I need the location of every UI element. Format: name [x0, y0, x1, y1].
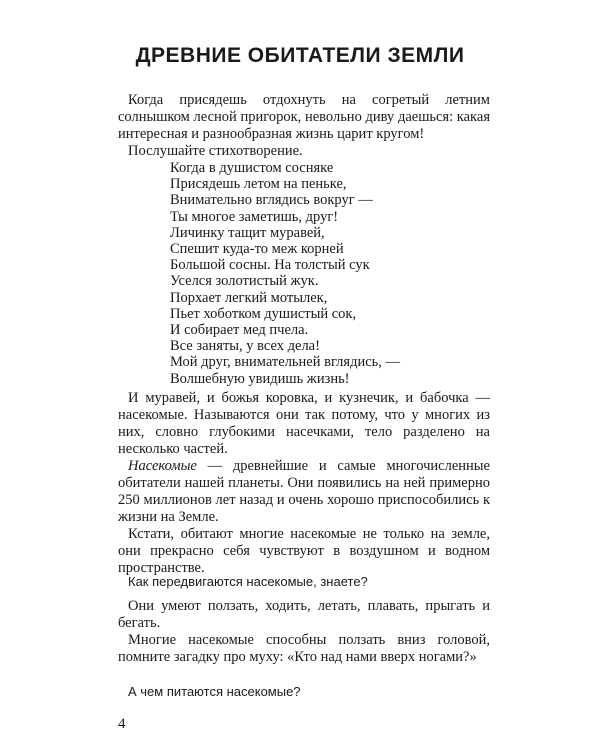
poem-line: Личинку тащит муравей,	[170, 224, 325, 241]
poem-line: Мой друг, внимательней вглядись, —	[170, 354, 401, 371]
insects-paragraph: И муравей, и божья коровка, и кузнечик, и бабочка — насекомые. Называются они так потому, что у многих из них, словно глубокими насечками, тело разделено на несколько частей.	[118, 390, 490, 457]
poem-line: Пьет хоботком душистый сок,	[170, 305, 357, 322]
poem-line: Порхает легкий мотылек,	[170, 289, 328, 306]
term-insects: Насекомые	[128, 458, 197, 474]
poem-line: Ты многое заметишь, друг!	[170, 208, 339, 225]
poem-lead-in: Послушайте стихотворение.	[128, 143, 303, 159]
question-food: А чем питаются насекомые?	[128, 684, 301, 699]
poem-line: Волшебную увидишь жизнь!	[170, 370, 350, 387]
poem-line: Все заняты, у всех дела!	[170, 338, 320, 355]
body-block	[118, 390, 490, 577]
ancient-paragraph-text: — древнейшие и самые многочисленные обитатели нашей планеты. Они появились на ней примерно 250 миллионов лет назад и очень хорошо приспособились к жизни на Земле.	[118, 458, 490, 525]
poem-line: Внимательно вглядись вокруг —	[170, 192, 373, 209]
poem-line: Большой сосны. На толстый сук	[170, 257, 370, 274]
poem-line: Уселся золотистый жук.	[170, 273, 319, 290]
poem	[170, 160, 400, 387]
question-movement: Как передвигаются насекомые, знаете?	[128, 574, 368, 589]
ancient-paragraph	[118, 458, 490, 526]
riddle-paragraph: Многие насекомые способны ползать вниз головой, помните загадку про муху: «Кто над нами вверх ногами?»	[118, 632, 490, 665]
page-title: ДРЕВНИЕ ОБИТАТЕЛИ ЗЕМЛИ	[135, 44, 465, 67]
intro-paragraph: Когда присядешь отдохнуть на согретый летним солнышком лесной пригорок, невольно диву даешься: какая интересная и разнообразная жизнь царит кругом!	[118, 92, 490, 142]
intro-block	[118, 92, 490, 160]
habitat-paragraph: Кстати, обитают многие насекомые не только на земле, они прекрасно себя чувствуют в воздушном и водном пространстве.	[118, 526, 490, 576]
poem-line: И собирает мед пчела.	[170, 322, 309, 339]
movement-paragraph: Они умеют ползать, ходить, летать, плавать, прыгать и бегать.	[118, 598, 490, 631]
page-number: 4	[118, 716, 126, 732]
poem-line: Когда в душистом сосняке	[170, 160, 334, 176]
poem-line: Присядешь летом на пеньке,	[170, 176, 347, 193]
answer-block	[118, 598, 490, 666]
poem-line: Спешит куда-то меж корней	[170, 241, 344, 258]
